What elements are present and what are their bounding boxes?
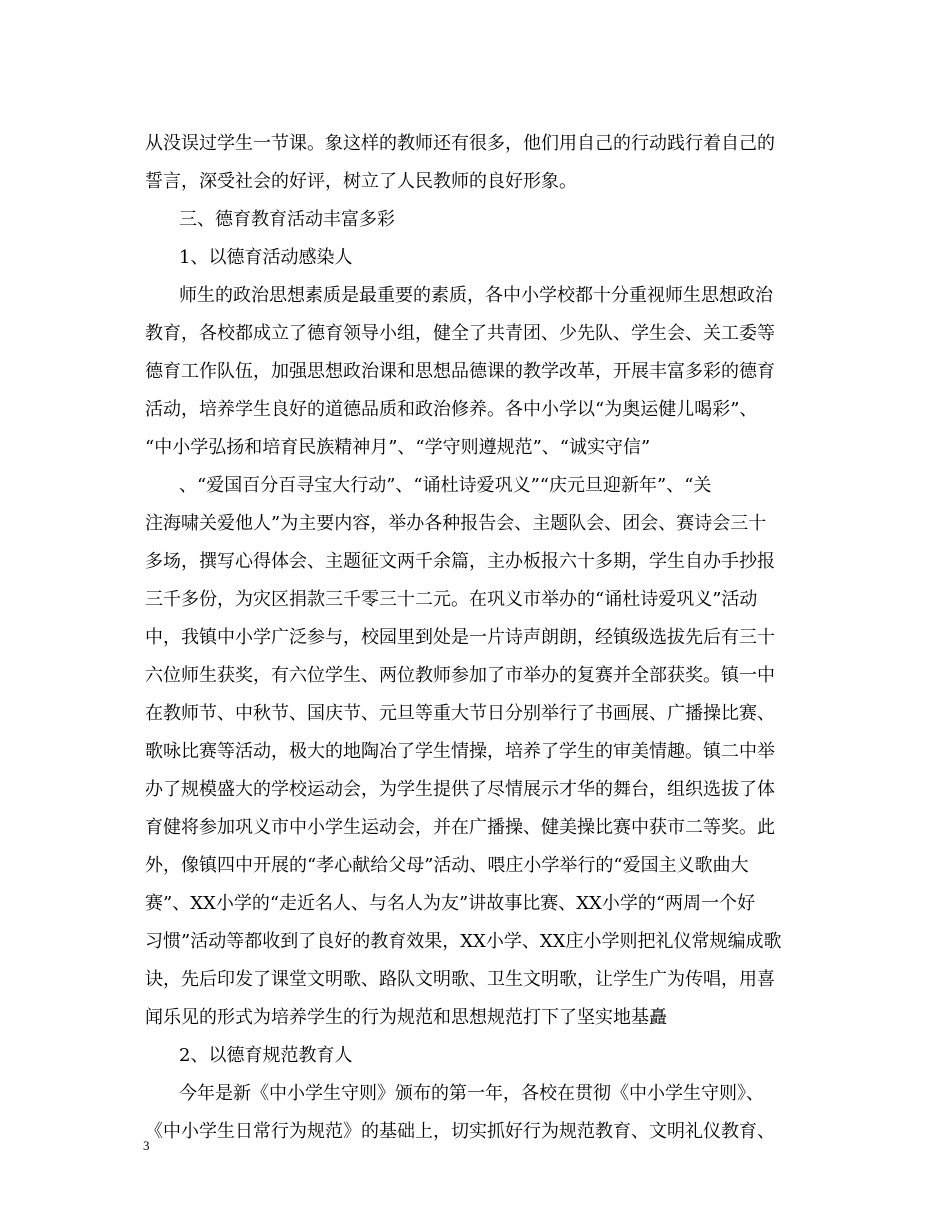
text-line: 活动，培养学生良好的道德品质和政治修养。各中小学以“为奥运健儿喝彩”、 <box>145 399 758 420</box>
text-line: 在教师节、中秋节、国庆节、元旦等重大节日分别举行了书画展、广播操比赛、 <box>145 703 775 724</box>
text-line: 闻乐见的形式为培养学生的行为规范和思想规范打下了坚实地基矗 <box>145 1007 667 1028</box>
text-line: 诀，先后印发了课堂文明歌、路队文明歌、卫生文明歌，让学生广为传唱，用喜 <box>145 969 775 990</box>
text-line: 誓言，深受社会的好评，树立了人民教师的良好形象。 <box>145 171 577 192</box>
text-line: 、“爱国百分百寻宝大行动”、“诵杜诗爱巩义”“庆元旦迎新年”、“关 <box>179 475 712 496</box>
text-line: 从没误过学生一节课。象这样的教师还有很多，他们用自己的行动践行着自己的 <box>145 133 775 154</box>
text-line: 赛”、XX小学的“走近名人、与名人为友”讲故事比赛、XX小学的“两周一个好 <box>145 893 756 914</box>
text-line: 今年是新《中小学生守则》颁布的第一年，各校在贯彻《中小学生守则》、 <box>179 1083 764 1104</box>
text-line: 注海啸关爱他人”为主要内容，举办各种报告会、主题队会、团会、赛诗会三十 <box>145 513 767 534</box>
subsection-heading: 1、以德育活动感染人 <box>179 247 353 268</box>
text-line: 多场，撰写心得体会、主题征文两千余篇，主办板报六十多期，学生自办手抄报 <box>145 551 775 572</box>
text-line: 六位师生获奖，有六位学生、两位教师参加了市举办的复赛并全部获奖。镇一中 <box>145 665 775 686</box>
text-line: 德育工作队伍，加强思想政治课和思想品德课的教学改革，开展丰富多彩的德育 <box>145 361 775 382</box>
text-line: 中，我镇中小学广泛参与，校园里到处是一片诗声朗朗，经镇级选拔先后有三十 <box>145 627 775 648</box>
text-line: 习惯”活动等都收到了良好的教育效果，XX小学、XX庄小学则把礼仪常规编成歌 <box>145 931 782 952</box>
text-line: 育健将参加巩义市中小学生运动会，并在广播操、健美操比赛中获市二等奖。此 <box>145 817 775 838</box>
text-line: 外，像镇四中开展的“孝心献给父母”活动、喂庄小学举行的“爱国主义歌曲大 <box>145 855 749 876</box>
text-line: 教育，各校都成立了德育领导小组，健全了共青团、少先队、学生会、关工委等 <box>145 323 775 344</box>
page-number: 3 <box>143 1138 150 1153</box>
text-line: 师生的政治思想素质是最重要的素质，各中小学校都十分重视师生思想政治 <box>179 285 773 306</box>
text-line: 办了规模盛大的学校运动会，为学生提供了尽情展示才华的舞台，组织选拔了体 <box>145 779 775 800</box>
text-line: 歌咏比赛等活动，极大的地陶冶了学生情操，培养了学生的审美情趣。镇二中举 <box>145 741 775 762</box>
section-heading: 三、德育教育活动丰富多彩 <box>179 209 395 230</box>
text-line: “中小学弘扬和培育民族精神月”、“学守则遵规范”、“诚实守信” <box>145 437 651 458</box>
subsection-heading: 2、以德育规范教育人 <box>179 1045 353 1066</box>
text-line: 《中小学生日常行为规范》的基础上，切实抓好行为规范教育、文明礼仪教育、 <box>145 1121 775 1142</box>
text-line: 三千多份，为灾区捐款三千零三十二元。在巩义市举办的“诵杜诗爱巩义”活动 <box>145 589 758 610</box>
